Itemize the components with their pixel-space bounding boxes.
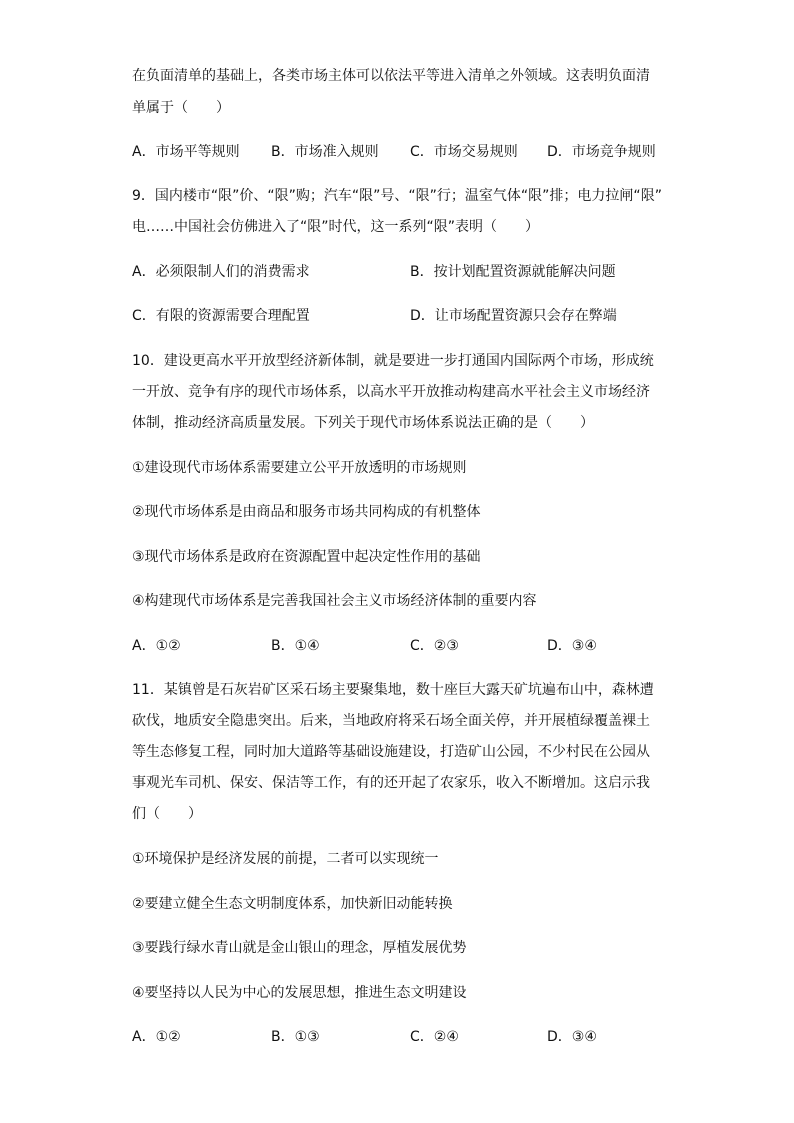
q10-statement-2: ②现代市场体系是由商品和服务市场共同构成的有机整体: [132, 504, 481, 520]
q11-line-2: 砍伐，地质安全隐患突出。后来，当地政府将采石场全面关停，并开展植绿覆盖裸土: [132, 713, 650, 729]
q8-option-b: B．市场准入规则: [271, 144, 379, 160]
q11-statement-2: ②要建立健全生态文明制度体系，加快新旧动能转换: [132, 896, 453, 912]
q9-line-2: 电……中国社会仿佛进入了“限”时代，这一系列“限”表明（ ）: [132, 219, 540, 235]
q9-option-d: D．让市场配置资源只会存在弊端: [410, 308, 617, 324]
q11-line-5: 们（ ）: [132, 806, 202, 822]
q9-option-b: B．按计划配置资源就能解决问题: [410, 264, 616, 280]
q10-option-a: A．①②: [132, 638, 181, 654]
q8-line-1: 在负面清单的基础上，各类市场主体可以依法平等进入清单之外领域。这表明负面清: [132, 68, 650, 84]
q10-option-c: C．②③: [410, 638, 459, 654]
q8-option-c: C．市场交易规则: [410, 144, 518, 160]
q11-line-1: 11．某镇曾是石灰岩矿区采石场主要聚集地，数十座巨大露天矿坑遍布山中，森林遭: [132, 682, 654, 698]
q11-statement-1: ①环境保护是经济发展的前提，二者可以实现统一: [132, 851, 439, 867]
q11-option-a: A．①②: [132, 1029, 181, 1045]
q10-option-d: D．③④: [547, 638, 597, 654]
q10-option-b: B．①④: [271, 638, 320, 654]
q10-statement-3: ③现代市场体系是政府在资源配置中起决定性作用的基础: [132, 549, 481, 565]
q11-line-3: 等生态修复工程，同时加大道路等基础设施建设，打造矿山公园，不少村民在公园从: [132, 744, 650, 760]
q11-option-c: C．②④: [410, 1029, 459, 1045]
q11-option-d: D．③④: [547, 1029, 597, 1045]
q10-line-3: 体制，推动经济高质量发展。下列关于现代市场体系说法正确的是（ ）: [132, 415, 594, 431]
q9-line-1: 9．国内楼市“限”价、“限”购；汽车“限”号、“限”行；温室气体“限”排；电力拉闸“限”: [132, 188, 662, 204]
q9-option-a: A．必须限制人们的消费需求: [132, 264, 310, 280]
q8-option-a: A．市场平等规则: [132, 144, 240, 160]
q11-statement-3: ③要践行绿水青山就是金山银山的理念，厚植发展优势: [132, 940, 467, 956]
q10-line-2: 一开放、竞争有序的现代市场体系，以高水平开放推动构建高水平社会主义市场经济: [132, 384, 650, 400]
q10-statement-1: ①建设现代市场体系需要建立公平开放透明的市场规则: [132, 460, 467, 476]
q10-line-1: 10．建设更高水平开放型经济新体制，就是要进一步打通国内国际两个市场，形成统: [132, 353, 654, 369]
q8-line-2: 单属于（ ）: [132, 100, 230, 116]
q11-statement-4: ④要坚持以人民为中心的发展思想，推进生态文明建设: [132, 985, 467, 1001]
q8-option-d: D．市场竞争规则: [547, 144, 656, 160]
q10-statement-4: ④构建现代市场体系是完善我国社会主义市场经济体制的重要内容: [132, 593, 537, 609]
q11-option-b: B．①③: [271, 1029, 320, 1045]
q9-option-c: C．有限的资源需要合理配置: [132, 308, 310, 324]
q11-line-4: 事观光车司机、保安、保洁等工作，有的还开起了农家乐，收入不断增加。这启示我: [132, 775, 650, 791]
